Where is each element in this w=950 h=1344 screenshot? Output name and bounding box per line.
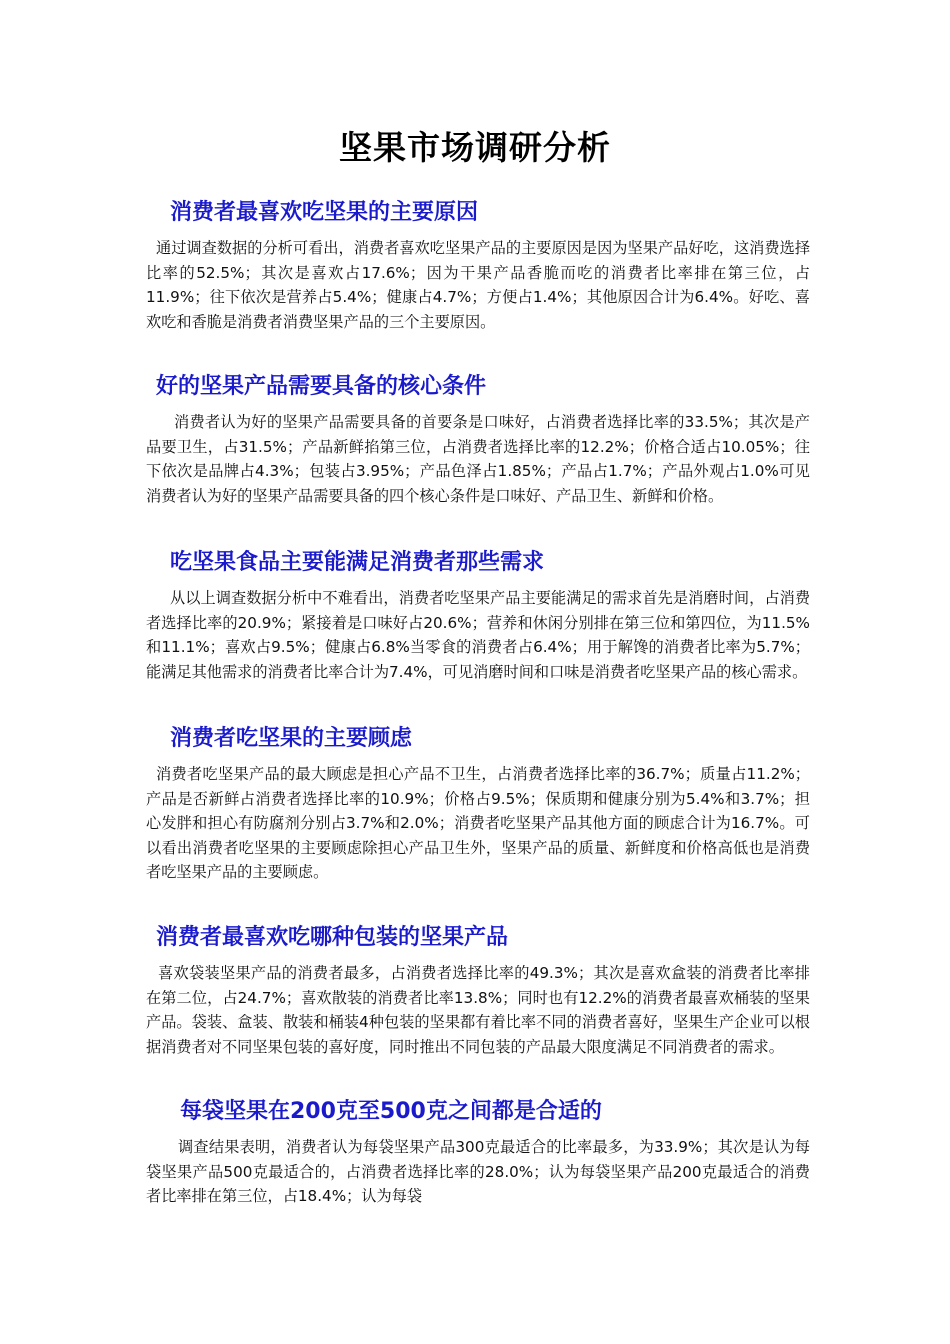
section-package-weight — [146, 1095, 810, 1209]
section-consumer-needs — [146, 546, 810, 684]
section-heading: 消费者最喜欢吃坚果的主要原因 — [170, 200, 479, 225]
section-body: 从以上调查数据分析中不难看出，消费者吃坚果产品主要能满足的需求首先是消磨时间，占消费者选择比率的20.9%；紧接着是口味好占20.6%；营养和休闲分别排在第三位和第四位，为11.5%和11.1%；喜欢占9.5%；健康占6.8%当零食的消费者占6.4%；用于解馋的消费者比率为5.7%；能满足其他需求的消费者比率合计为7.4%，可见消磨时间和口味是消费者吃坚果产品的核心需求。 — [146, 589, 810, 681]
section-heading: 消费者最喜欢吃哪种包装的坚果产品 — [156, 925, 509, 950]
section-main-reasons — [146, 196, 810, 334]
section-heading: 吃坚果食品主要能满足消费者那些需求 — [170, 550, 545, 575]
section-main-concerns — [146, 722, 810, 885]
section-heading: 好的坚果产品需要具备的核心条件 — [156, 374, 487, 399]
section-body: 通过调查数据的分析可看出，消费者喜欢吃坚果产品的主要原因是因为坚果产品好吃，这消费选择比率的52.5%；其次是喜欢占17.6%；因为干果产品香脆而吃的消费者比率排在第三位，占11.9%；往下依次是营养占5.4%；健康占4.7%；方便占1.4%；其他原因合计为6.4%。好吃、喜欢吃和香脆是消费者消费坚果产品的三个主要原因。 — [146, 239, 810, 331]
section-heading: 消费者吃坚果的主要顾虑 — [170, 726, 413, 751]
section-core-conditions — [146, 370, 810, 508]
section-packaging — [146, 921, 810, 1059]
section-body: 喜欢袋装坚果产品的消费者最多，占消费者选择比率的49.3%；其次是喜欢盒装的消费者比率排在第二位，占24.7%；喜欢散装的消费者比率13.8%；同时也有12.2%的消费者最喜欢桶装的坚果产品。袋装、盒装、散装和桶装4种包装的坚果都有着比率不同的消费者喜好，坚果生产企业可以根据消费者对不同坚果包装的喜好度，同时推出不同包装的产品最大限度满足不同消费者的需求。 — [146, 964, 810, 1056]
section-body: 消费者吃坚果产品的最大顾虑是担心产品不卫生，占消费者选择比率的36.7%；质量占11.2%；产品是否新鲜占消费者选择比率的10.9%；价格占9.5%；保质期和健康分别为5.4%和3.7%；担心发胖和担心有防腐剂分别占3.7%和2.0%；消费者吃坚果产品其他方面的顾虑合计为16.7%。可以看出消费者吃坚果的主要顾虑除担心产品卫生外，坚果产品的质量、新鲜度和价格高低也是消费者吃坚果产品的主要顾虑。 — [146, 765, 810, 882]
section-body: 消费者认为好的坚果产品需要具备的首要条是口味好，占消费者选择比率的33.5%；其次是产品要卫生，占31.5%；产品新鲜掐第三位，占消费者选择比率的12.2%；价格合适占10.05%；往下依次是品牌占4.3%；包装占3.95%；产品色泽占1.85%；产品占1.7%；产品外观占1.0%可见消费者认为好的坚果产品需要具备的四个核心条件是口味好、产品卫生、新鲜和价格。 — [146, 413, 810, 505]
section-heading: 每袋坚果在200克至500克之间都是合适的 — [180, 1099, 602, 1124]
section-body: 调查结果表明，消费者认为每袋坚果产品300克最适合的比率最多，为33.9%；其次是认为每袋坚果产品500克最适合的，占消费者选择比率的28.0%；认为每袋坚果产品200克最适合的消费者比率排在第三位，占18.4%；认为每袋 — [146, 1138, 810, 1206]
document-title: 坚果市场调研分析 — [339, 128, 611, 167]
